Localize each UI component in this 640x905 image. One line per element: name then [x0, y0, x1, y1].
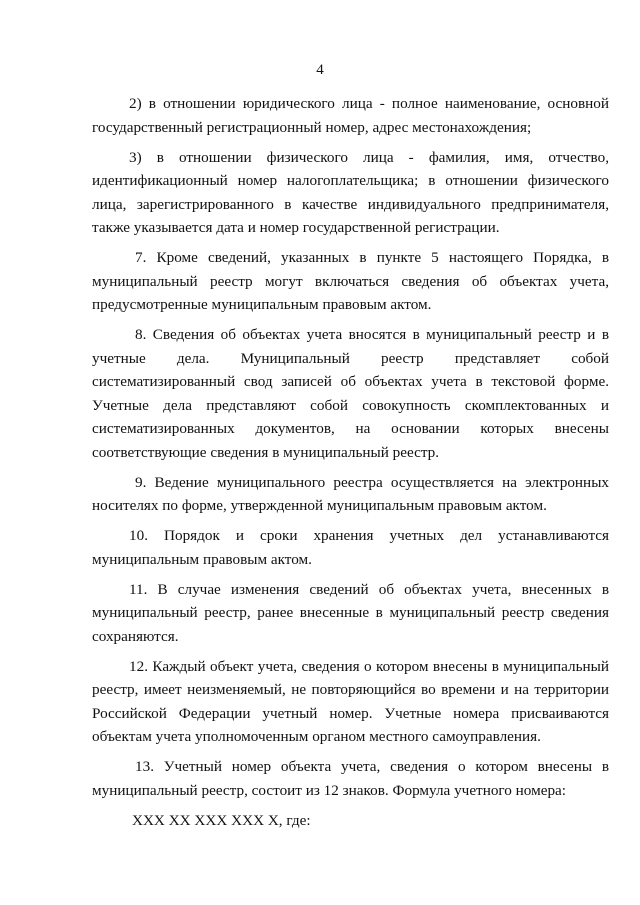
- page-number: 4: [316, 62, 324, 78]
- paragraph: [92, 655, 609, 749]
- text-line: предусмотренные муниципальным правовым актом.: [92, 296, 432, 313]
- text-line: 3) в отношении физического лица - фамилия, имя, отчество,: [129, 148, 609, 166]
- text-line: реестр, имеет неизменяемый, не повторяющийся во времени и на территории: [92, 681, 609, 698]
- text-line: государственный регистрационный номер, адрес местонахождения;: [92, 118, 532, 136]
- text-line: 10. Порядок и сроки хранения учетных дел устанавливаются: [129, 527, 609, 544]
- text-line: учетные дела. Муниципальный реестр представляет собой: [92, 349, 609, 367]
- text-line: 2) в отношении юридического лица - полное наименование, основной: [129, 95, 609, 112]
- paragraph: [92, 755, 609, 802]
- text-line: лица, зарегистрированного в качестве индивидуального предпринимателя,: [92, 195, 609, 213]
- text-line: 9. Ведение муниципального реестра осуществляется на электронных: [135, 473, 609, 491]
- paragraph: [92, 323, 609, 464]
- text-line: 8. Сведения об объектах учета вносятся в муниципальный реестр и в: [135, 326, 609, 343]
- text-line: носителях по форме, утвержденной муниципальным правовым актом.: [92, 497, 547, 514]
- paragraph: [92, 524, 609, 571]
- paragraph: [92, 92, 609, 139]
- document-body: [92, 92, 609, 832]
- text-line: 7. Кроме сведений, указанных в пункте 5 настоящего Порядка, в: [135, 249, 609, 266]
- text-line: объектам учета уполномоченным органом местного самоуправления.: [92, 728, 541, 745]
- text-line: также указывается дата и номер государственной регистрации.: [92, 219, 500, 236]
- paragraph: [92, 146, 609, 240]
- text-line: муниципальный реестр могут включаться сведения об объектах учета,: [92, 272, 609, 290]
- text-line: муниципальный реестр, состоит из 12 знаков. Формула учетного номера:: [92, 781, 566, 799]
- paragraph: [92, 578, 609, 649]
- text-line: Учетные дела представляют собой совокупность скомплектованных и: [92, 396, 609, 414]
- paragraph: [92, 246, 609, 317]
- text-line: 13. Учетный номер объекта учета, сведения о котором внесены в: [135, 758, 609, 775]
- text-line: Российской Федерации учетный номер. Учетные номера присваиваются: [92, 704, 609, 722]
- text-line: 11. В случае изменения сведений об объектах учета, внесенных в: [129, 580, 609, 598]
- text-line: сохраняются.: [92, 627, 179, 645]
- text-line: соответствующие сведения в муниципальный реестр.: [92, 443, 440, 461]
- paragraph: [92, 809, 609, 833]
- text-line: идентификационный номер налогоплательщика; в отношении физического: [92, 172, 609, 189]
- text-line: муниципальный реестр, ранее внесенные в муниципальный реестр сведения: [92, 604, 609, 621]
- paragraph: [92, 471, 609, 518]
- text-line: 12. Каждый объект учета, сведения о котором внесены в муниципальный: [129, 657, 609, 675]
- text-line: систематизированный свод записей об объектах учета в текстовой форме.: [92, 373, 609, 390]
- text-line: муниципальным правовым актом.: [92, 550, 312, 568]
- text-line: систематизированных документов, на основании которых внесены: [92, 420, 609, 437]
- text-line: ХХХ ХХ ХХХ ХХХ Х, где:: [132, 811, 311, 829]
